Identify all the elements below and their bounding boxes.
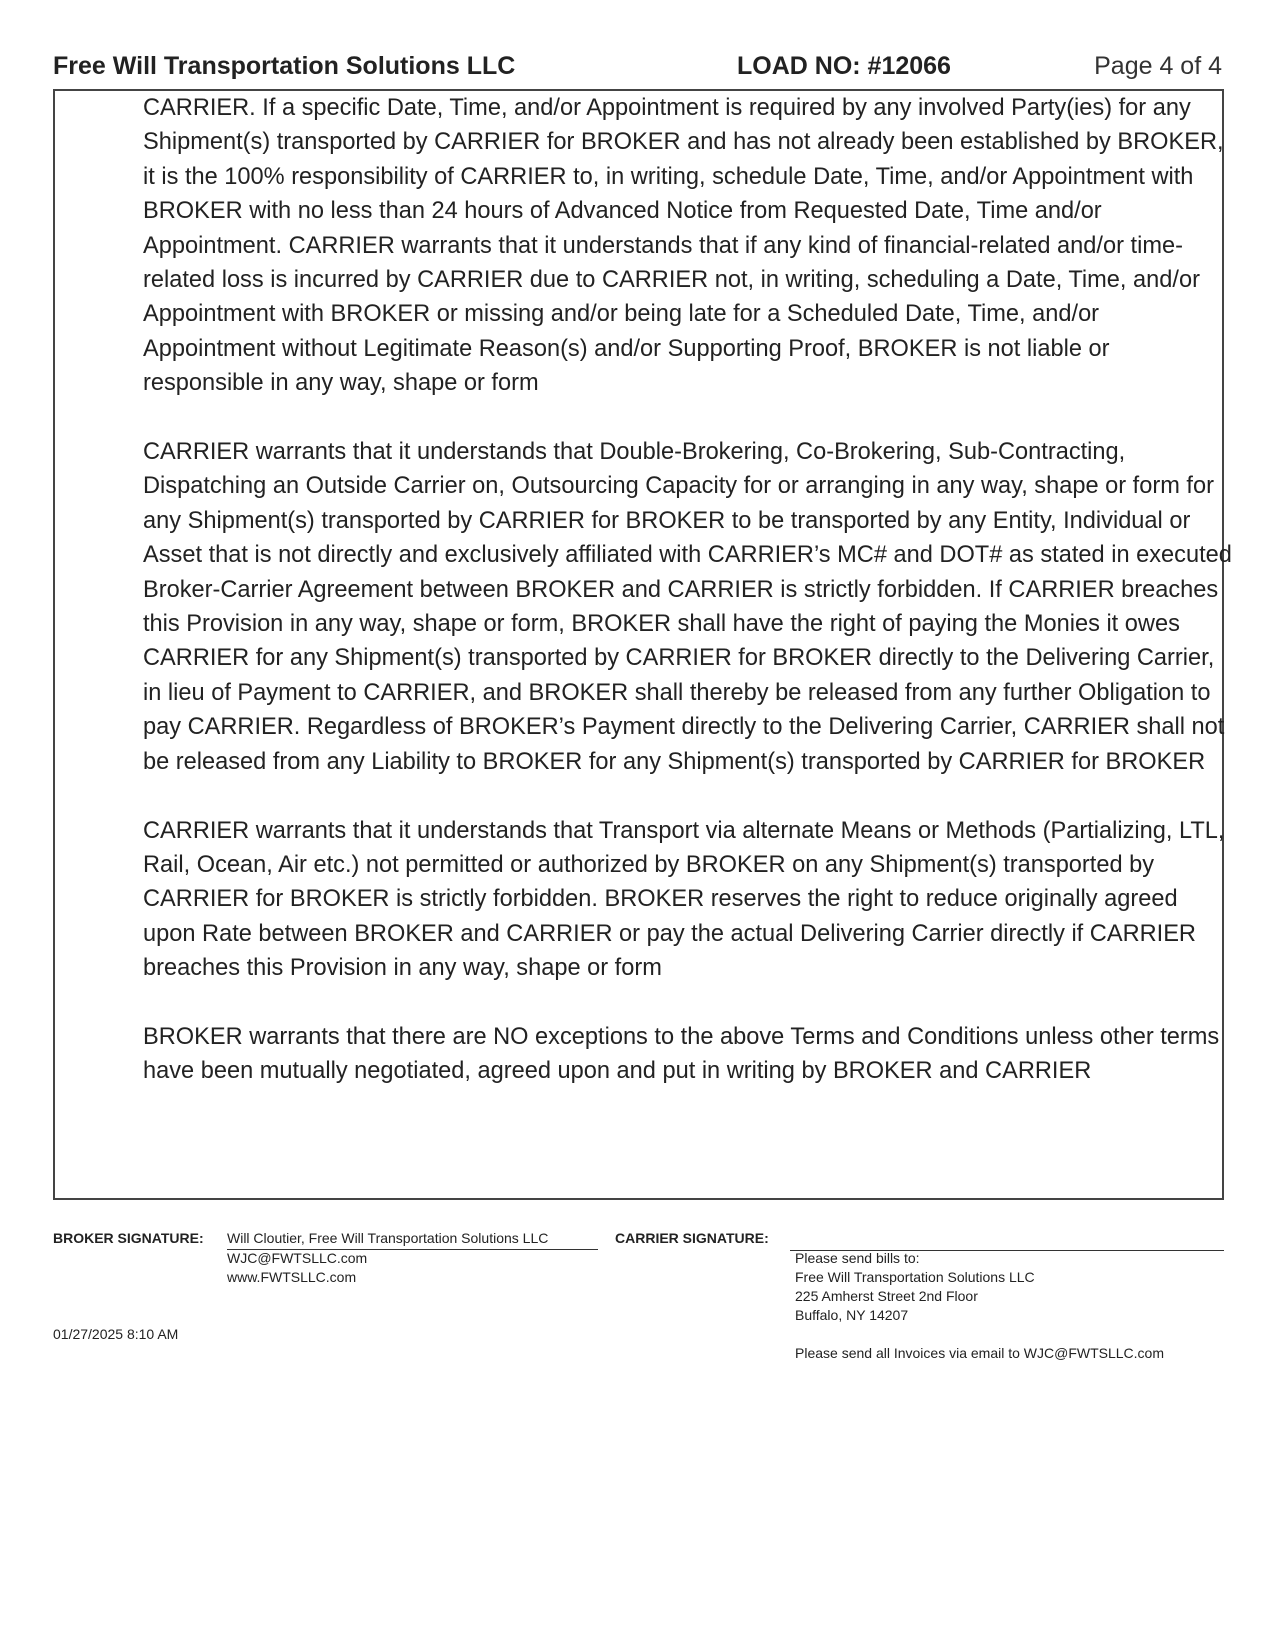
carrier-signature-label: CARRIER SIGNATURE: — [615, 1230, 769, 1246]
broker-email: WJC@FWTSLLC.com — [227, 1250, 368, 1266]
terms-paragraph: BROKER warrants that there are NO exceptions to the above Terms and Conditions unless other terms have been mutually negotiated, agreed upon and put in writing by BROKER and CARRIER — [143, 1023, 1220, 1085]
broker-website: www.FWTSLLC.com — [227, 1269, 357, 1285]
billing-company: Free Will Transportation Solutions LLC — [795, 1269, 1035, 1285]
page-number: Page 4 of 4 — [1094, 52, 1222, 80]
terms-paragraph: CARRIER warrants that it understands that Transport via alternate Means or Methods (Partializing, LTL, Rail, Ocean, Air etc.) not permitted or authorized by BROKER on any Shipment(s) transported by CARRIER for BROKER is strictly forbidden. BROKER reserves the right to reduce originally agreed upon Rate between BROKER and CARRIER or pay the actual Delivering Carrier directly if CARRIER breaches this Provision in any way, shape or form — [143, 817, 1225, 982]
billing-street: 225 Amherst Street 2nd Floor — [795, 1288, 978, 1304]
broker-signature-label: BROKER SIGNATURE: — [53, 1230, 204, 1246]
broker-signature-name: Will Cloutier, Free Will Transportation Solutions LLC — [227, 1230, 598, 1250]
billing-intro: Please send bills to: — [795, 1250, 920, 1266]
terms-paragraph: CARRIER. If a specific Date, Time, and/or Appointment is required by any involved Party(ies) for any Shipment(s) transported by CARRIER for BROKER and has not already been established by BROKER, it is the 100% responsibility of CARRIER to, in writing, schedule Date, Time, and/or Appointment with BROKER with no less than 24 hours of Advanced Notice from Requested Date, Time and/or Appointment. CARRIER warrants that it understands that if any kind of financial-related and/or time-related loss is incurred by CARRIER due to CARRIER not, in writing, scheduling a Date, Time, and/or Appointment with BROKER or missing and/or being late for a Scheduled Date, Time, and/or Appointment without Legitimate Reason(s) and/or Supporting Proof, BROKER is not liable or responsible in any way, shape or form — [143, 95, 1224, 397]
billing-invoice-note: Please send all Invoices via email to WJC@FWTSLLC.com — [795, 1345, 1164, 1361]
load-number: LOAD NO: #12066 — [737, 52, 951, 80]
timestamp: 01/27/2025 8:10 AM — [53, 1326, 179, 1342]
terms-paragraph: CARRIER warrants that it understands that Double-Brokering, Co-Brokering, Sub-Contracting, Dispatching an Outside Carrier on, Outsourcing Capacity for or arranging in any way, shape or form for any Shipment(s) transported by CARRIER for BROKER to be transported by any Entity, Individual or Asset that is not directly and exclusively affiliated with CARRIER’s MC# and DOT# as stated in executed Broker-Carrier Agreement between BROKER and CARRIER is strictly forbidden. If CARRIER breaches this Provision in any way, shape or form, BROKER shall have the right of paying the Monies it owes CARRIER for any Shipment(s) transported by CARRIER for BROKER directly to the Delivering Carrier, in lieu of Payment to CARRIER, and BROKER shall thereby be released from any further Obligation to pay CARRIER. Regardless of BROKER’s Payment directly to the Delivering Carrier, CARRIER shall not be released from any Liability to BROKER for any Shipment(s) transported by CARRIER for BROKER — [143, 439, 1232, 775]
billing-city: Buffalo, NY 14207 — [795, 1307, 909, 1323]
terms-text — [143, 91, 1233, 1123]
company-name: Free Will Transportation Solutions LLC — [53, 52, 516, 80]
terms-box — [53, 89, 1232, 1200]
